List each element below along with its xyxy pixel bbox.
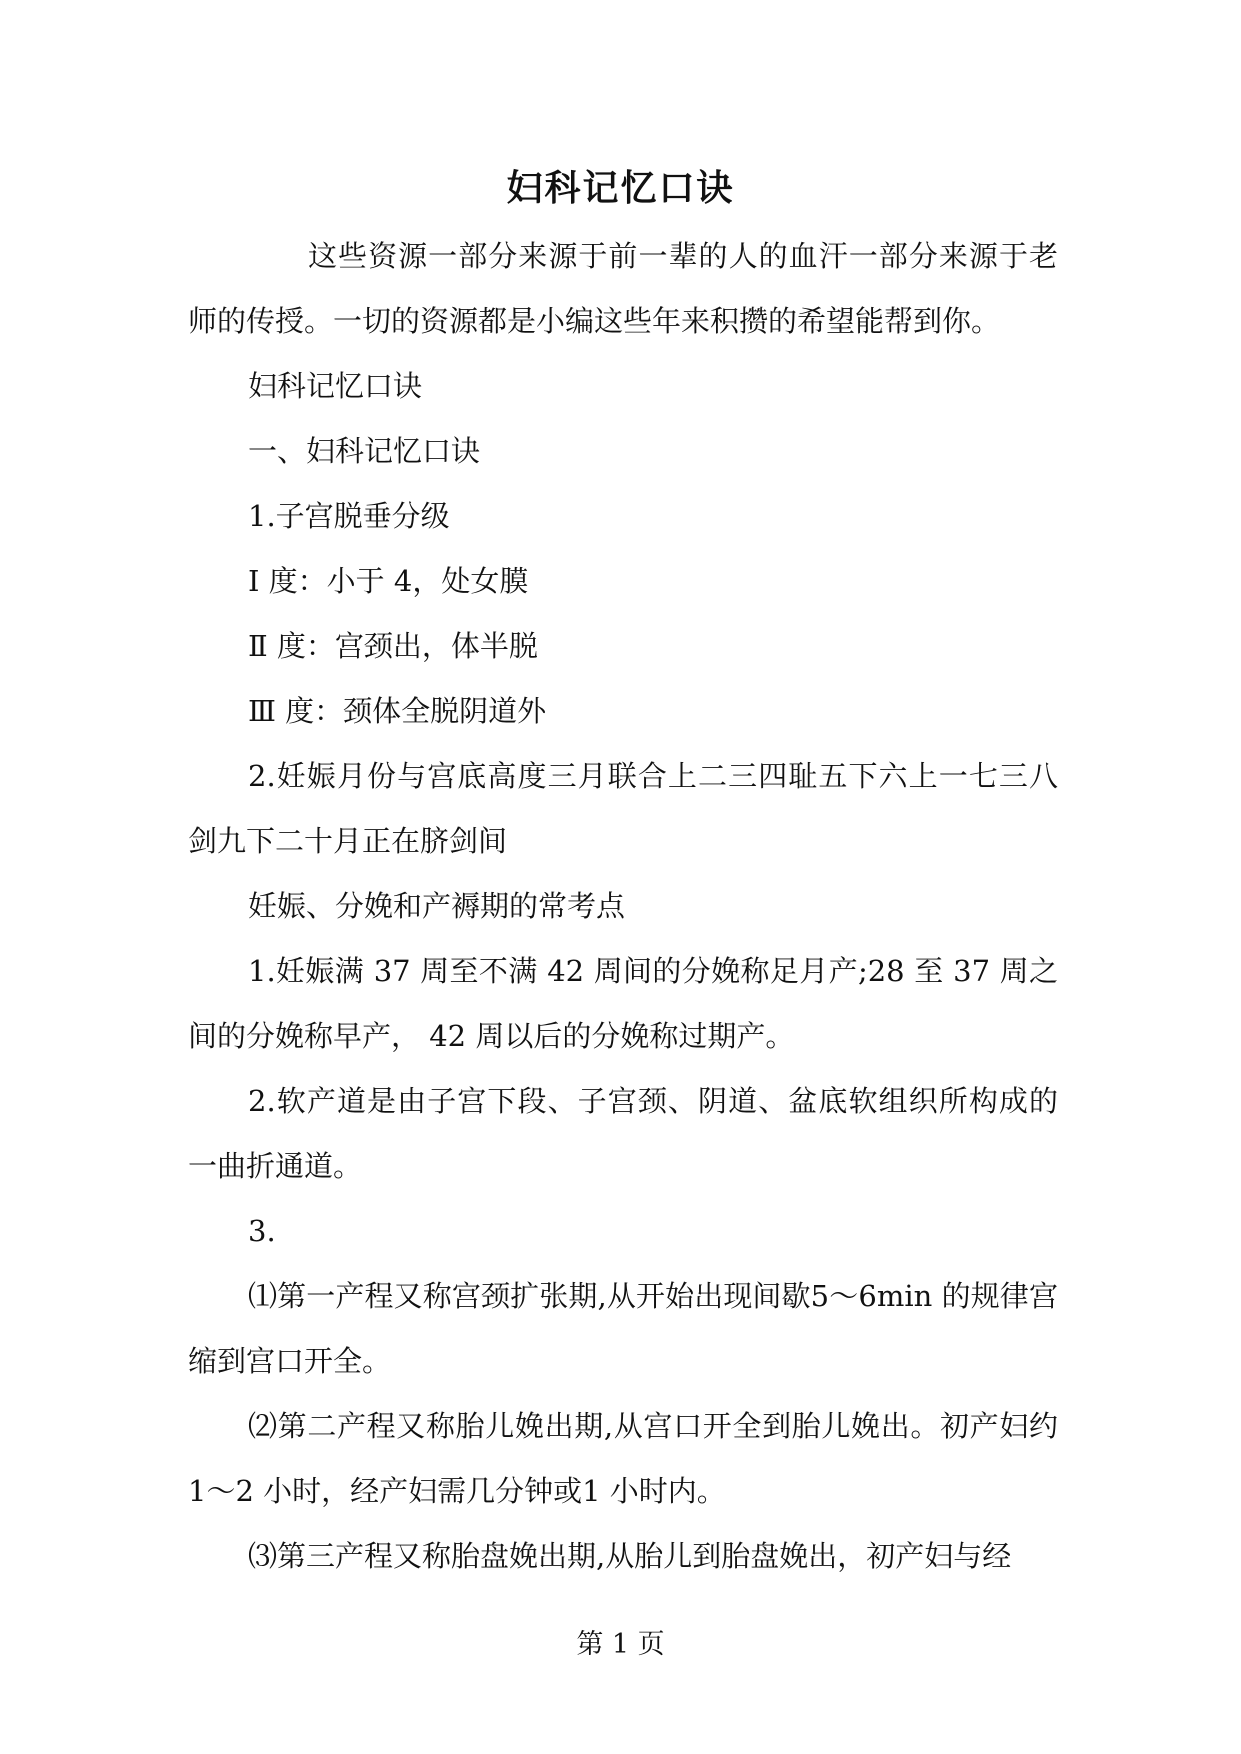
document-title: 妇科记忆口诀 (506, 168, 735, 209)
paragraph: 这些资源一部分来源于前一辈的人的血汗一部分来源于老师的传授。一切的资源都是小编这些年来积攒的希望能帮到你。 (188, 239, 1058, 338)
paragraph: ⑵第二产程又称胎儿娩出期,从宫口开全到胎儿娩出。初产妇约 1～2 小时，经产妇需几分钟或1 小时内。 (188, 1409, 1058, 1508)
paragraph: 1.妊娠满 37 周至不满 42 周间的分娩称足月产;28 至 37 周之间的分娩称早产， 42 周以后的分娩称过期产。 (188, 954, 1058, 1053)
paragraph: 1.子宫脱垂分级 (248, 499, 450, 533)
paragraph: 一、妇科记忆口诀 (248, 434, 481, 468)
paragraph: 3. (248, 1214, 276, 1248)
paragraph: ⑶第三产程又称胎盘娩出期,从胎儿到胎盘娩出，初产妇与经 (248, 1539, 1012, 1573)
paragraph: ⑴第一产程又称宫颈扩张期,从开始出现间歇5～6min 的规律宫缩到宫口开全。 (188, 1279, 1058, 1378)
paragraph: 妇科记忆口诀 (248, 369, 423, 403)
paragraph: Ⅲ 度：颈体全脱阴道外 (248, 694, 547, 728)
paragraph: 2.妊娠月份与宫底高度三月联合上二三四耻五下六上一七三八剑九下二十月正在脐剑间 (188, 759, 1058, 858)
paragraph: Ⅱ 度：宫颈出，体半脱 (248, 629, 538, 663)
paragraph: Ⅰ 度：小于 4，处女膜 (248, 564, 529, 598)
document-body (188, 224, 1058, 1589)
paragraph: 妊娠、分娩和产褥期的常考点 (248, 889, 626, 923)
paragraph: 2.软产道是由子宫下段、子宫颈、阴道、盆底软组织所构成的一曲折通道。 (188, 1084, 1058, 1183)
page-number: 第 1 页 (576, 1629, 665, 1660)
